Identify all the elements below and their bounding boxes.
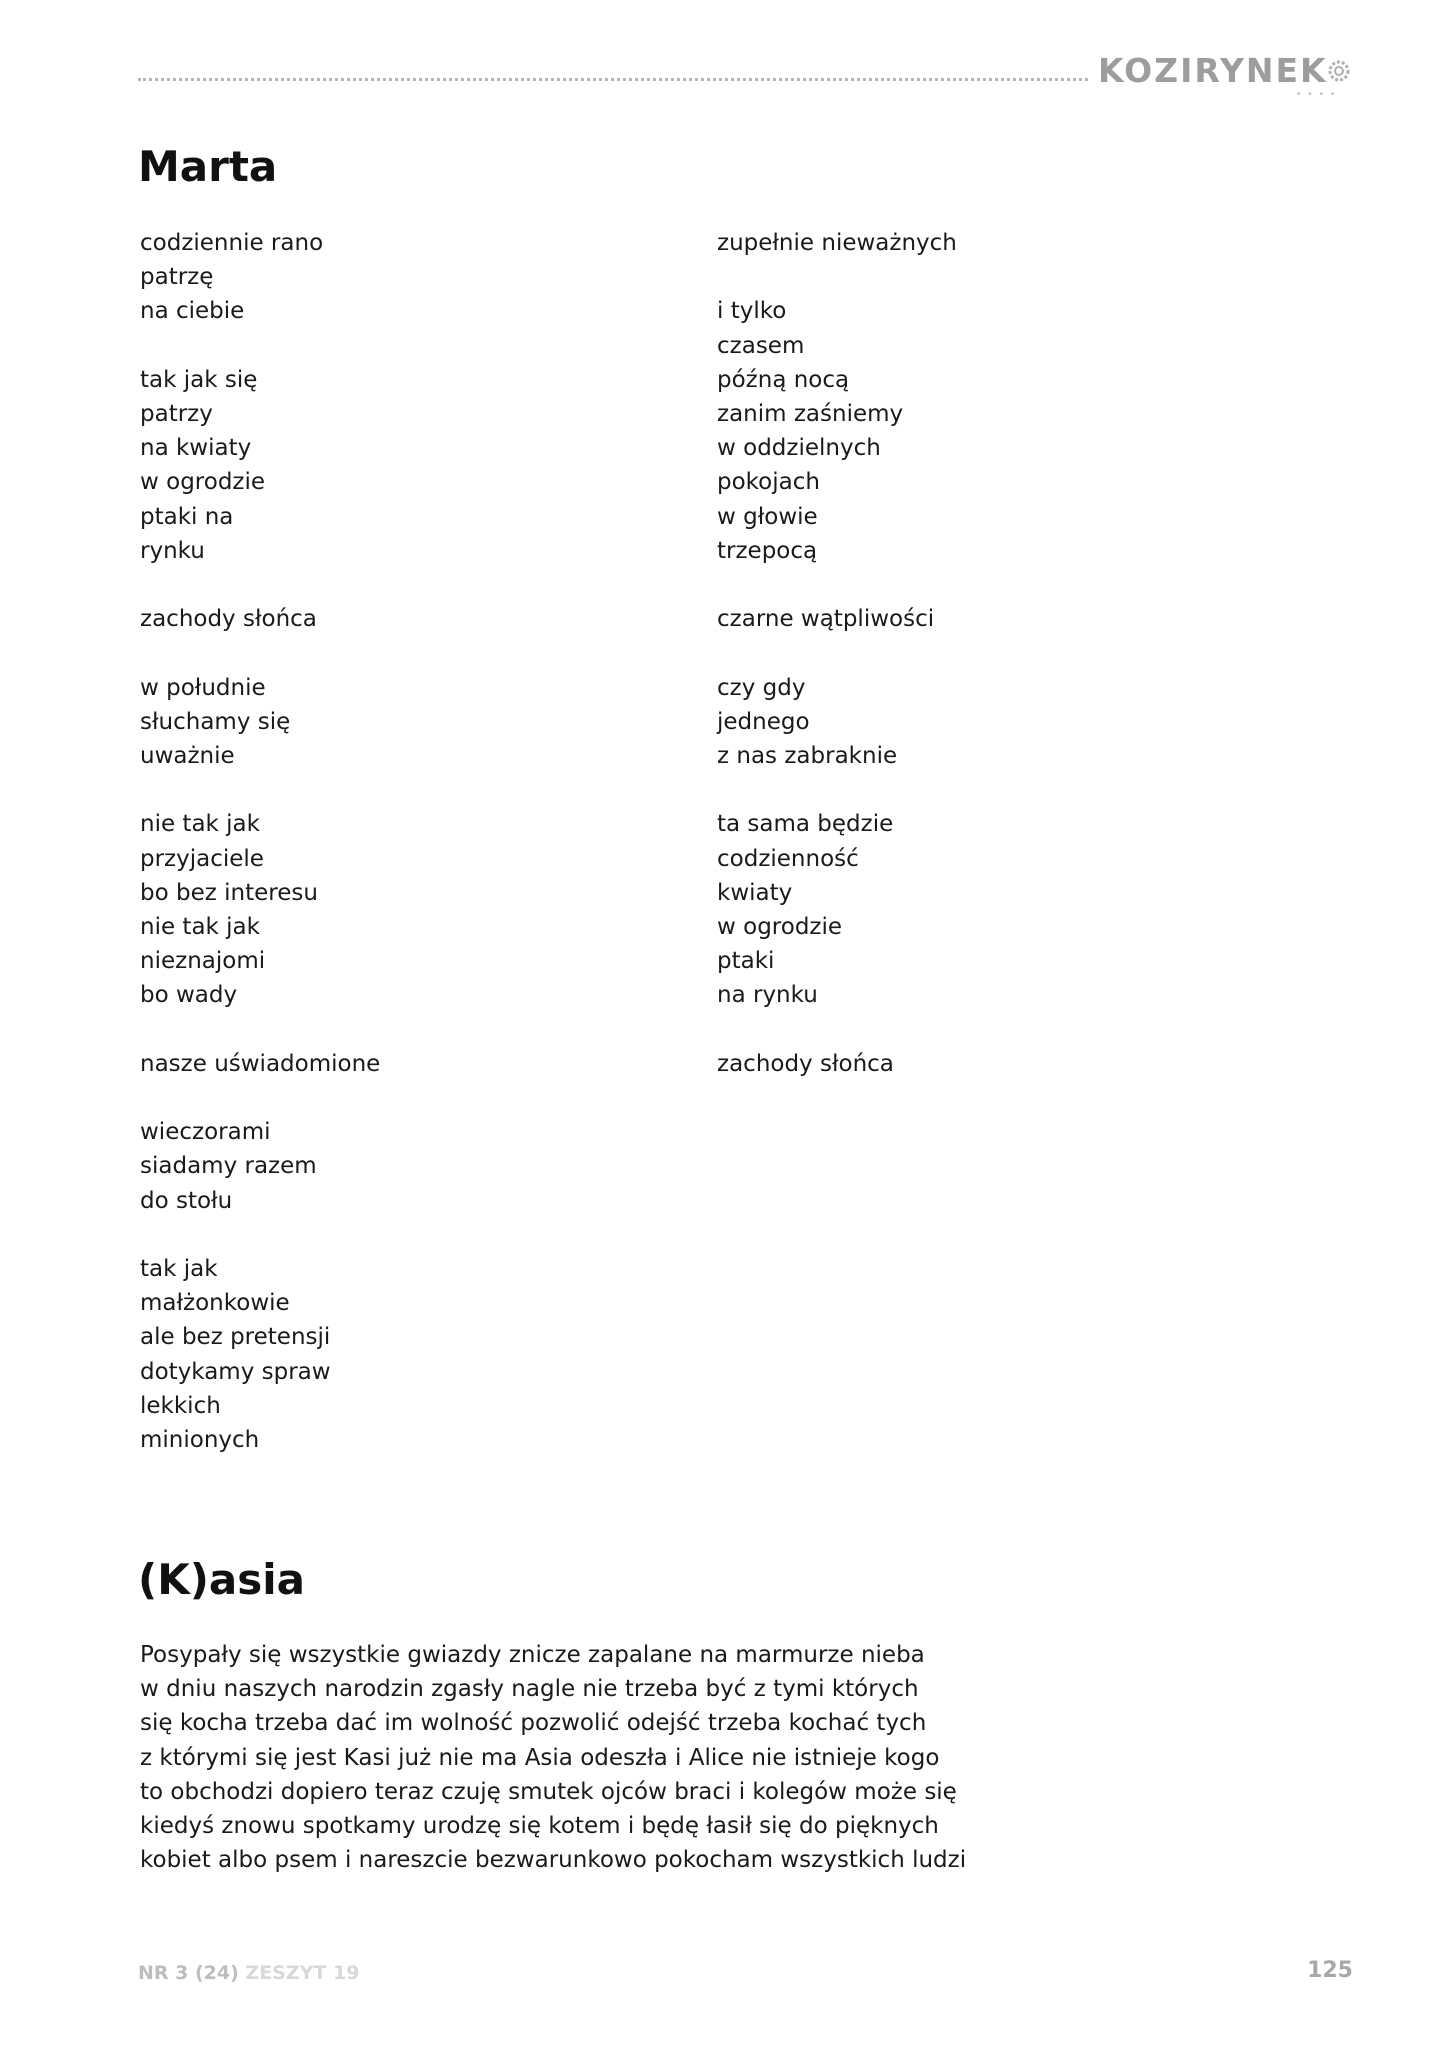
stanza xyxy=(140,602,660,636)
poem-line: nasze uświadomione xyxy=(140,1050,381,1077)
poem-line: bo wady xyxy=(140,982,238,1009)
poem-line: późną nocą xyxy=(717,366,850,393)
poem-line: w południe xyxy=(140,674,266,701)
poem-line: i tylko xyxy=(717,298,787,325)
poem-line: patrzę xyxy=(140,264,214,291)
poem-line: nie tak jak xyxy=(140,914,260,940)
poem-line: przyjaciele xyxy=(140,845,264,872)
prose-line: się kocha trzeba dać im wolność pozwolić odejść trzeba kochać tych xyxy=(140,1710,927,1737)
page-number: 125 xyxy=(1307,1958,1353,1983)
poem-line: z nas zabraknie xyxy=(717,743,898,769)
poem-line: bo bez interesu xyxy=(140,879,318,906)
poem-line: nieznajomi xyxy=(140,948,266,975)
poem-line: zanim zaśniemy xyxy=(717,401,904,427)
poem-line: w ogrodzie xyxy=(717,914,843,940)
poem-line: wieczorami xyxy=(140,1119,271,1146)
poem-line: ta sama będzie xyxy=(717,811,894,838)
poem-title-marta: Marta xyxy=(138,142,278,191)
prose-line: to obchodzi dopiero teraz czuję smutek ojców braci i kolegów może się xyxy=(140,1778,957,1805)
prose-line: z którymi się jest Kasi już nie ma Asia odeszła i Alice nie istnieje kogo xyxy=(140,1744,940,1771)
stanza xyxy=(140,1115,660,1218)
poem-line: słuchamy się xyxy=(140,708,291,735)
poem-line: tak jak się xyxy=(140,366,258,393)
poem-line: czy gdy xyxy=(717,674,806,701)
footer-issue-number: NR 3 (24) xyxy=(138,1962,239,1984)
poem-line: czasem xyxy=(717,332,805,359)
stanza xyxy=(717,602,1237,636)
poem-line: w ogrodzie xyxy=(140,469,266,496)
footer-notebook: ZESZYT 19 xyxy=(245,1962,360,1984)
logo-text: KOZIRYNEK xyxy=(1098,51,1328,90)
stanza xyxy=(140,1047,660,1081)
poem-line: lekkich xyxy=(140,1392,221,1419)
stanza xyxy=(717,807,1237,1012)
poem-marta-left-column xyxy=(140,226,660,1491)
stanza xyxy=(140,226,660,329)
poem-kasia-text xyxy=(140,1638,1040,1877)
prose-line: kobiet albo psem i nareszcie bezwarunkowo pokocham wszystkich ludzi xyxy=(140,1847,967,1874)
stanza xyxy=(140,363,660,568)
poem-line: jednego xyxy=(717,708,810,735)
poem-line: czarne wątpliwości xyxy=(717,606,935,633)
poem-line: na rynku xyxy=(717,982,818,1009)
stanza xyxy=(140,1252,660,1457)
stanza xyxy=(717,671,1237,774)
magazine-logo xyxy=(1098,52,1358,102)
poem-line: codzienność xyxy=(717,845,859,872)
poem-line: na kwiaty xyxy=(140,435,252,462)
poem-line: kwiaty xyxy=(717,879,793,906)
stanza xyxy=(717,1047,1237,1081)
poem-line: nie tak jak xyxy=(140,811,260,838)
poem-line: tak jak xyxy=(140,1255,218,1282)
poem-line: pokojach xyxy=(717,469,820,496)
poem-line: w głowie xyxy=(717,503,818,530)
header-dotted-rule xyxy=(138,78,1088,81)
footer-issue-label xyxy=(138,1962,359,1984)
poem-line: zupełnie nieważnych xyxy=(717,230,957,256)
poem-title-kasia: (K)asia xyxy=(138,1555,306,1604)
poem-line: małżonkowie xyxy=(140,1290,290,1317)
poem-line: do stołu xyxy=(140,1187,233,1214)
gear-icon xyxy=(1326,58,1352,84)
stanza xyxy=(717,294,1237,568)
poem-line: minionych xyxy=(140,1427,260,1453)
prose-line: w dniu naszych narodzin zgasły nagle nie trzeba być z tymi których xyxy=(140,1676,919,1703)
poem-line: codziennie rano xyxy=(140,230,324,256)
poem-line: siadamy razem xyxy=(140,1153,317,1180)
stanza xyxy=(140,807,660,1012)
poem-line: ptaki xyxy=(717,948,775,975)
poem-line: w oddzielnych xyxy=(717,435,881,462)
poem-marta-right-column xyxy=(717,226,1237,1115)
logo-dots: •••• xyxy=(1296,90,1342,100)
poem-line: patrzy xyxy=(140,401,213,427)
poem-line: ptaki na xyxy=(140,503,234,530)
prose-line: kiedyś znowu spotkamy urodzę się kotem i będę łasił się do pięknych xyxy=(140,1813,939,1840)
poem-line: rynku xyxy=(140,537,205,564)
poem-line: dotykamy spraw xyxy=(140,1358,331,1385)
poem-line: zachody słońca xyxy=(140,606,317,633)
stanza xyxy=(140,671,660,774)
poem-line: na ciebie xyxy=(140,298,245,325)
prose-line: Posypały się wszystkie gwiazdy znicze zapalane na marmurze nieba xyxy=(140,1642,925,1668)
poem-line: uważnie xyxy=(140,743,235,769)
stanza xyxy=(717,226,1237,260)
poem-line: trzepocą xyxy=(717,537,818,564)
poem-line: ale bez pretensji xyxy=(140,1324,331,1351)
poem-line: zachody słońca xyxy=(717,1050,894,1077)
